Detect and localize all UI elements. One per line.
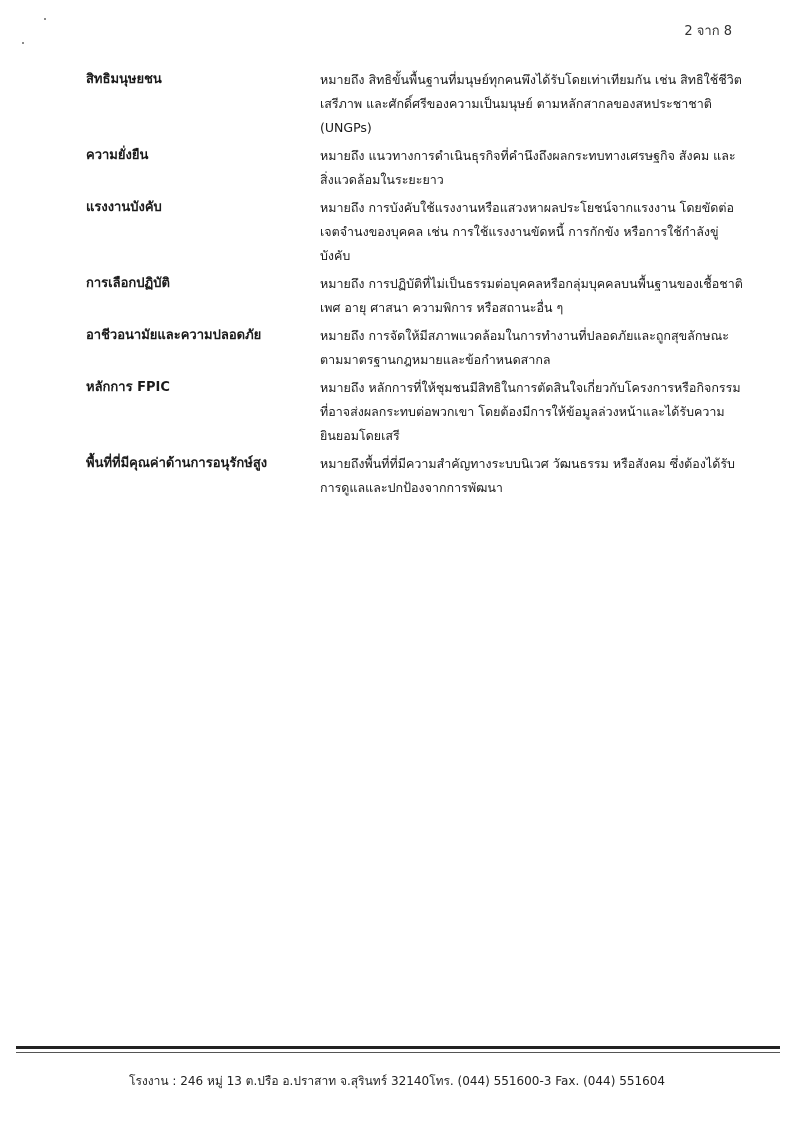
glossary-entry-sustainability [86, 144, 746, 192]
glossary-definition: หมายถึงพื้นที่ที่มีความสำคัญทางระบบนิเวศ วัฒนธรรม หรือสังคม ซึ่งต้องได้รับการดูแลและปกป้องจากการพัฒนา [320, 456, 735, 495]
glossary-entry-discrimination [86, 272, 746, 320]
glossary-entry-human-rights [86, 68, 746, 140]
glossary-definition: หมายถึง แนวทางการดำเนินธุรกิจที่คำนึงถึงผลกระทบทางเศรษฐกิจ สังคม และสิ่งแวดล้อมในระยะยาว [320, 148, 736, 187]
glossary-term: แรงงานบังคับ [86, 200, 162, 215]
scan-speck [22, 42, 24, 44]
footer-divider-thin [16, 1052, 780, 1053]
glossary-definition: หมายถึง การปฏิบัติที่ไม่เป็นธรรมต่อบุคคลหรือกลุ่มบุคคลบนพื้นฐานของเชื้อชาติ เพศ อายุ ศาสนา ความพิการ หรือสถานะอื่น ๆ [320, 276, 743, 315]
glossary-term: พื้นที่ที่มีคุณค่าด้านการอนุรักษ์สูง [86, 456, 268, 471]
glossary-entry-fpic [86, 376, 746, 448]
glossary-entry-high-conservation-value [86, 452, 746, 500]
glossary-definition: หมายถึง สิทธิขั้นพื้นฐานที่มนุษย์ทุกคนพึงได้รับโดยเท่าเทียมกัน เช่น สิทธิใช้ชีวิต เสรีภาพ และศักดิ์ศรีของความเป็นมนุษย์ ตามหลักสากลของสหประชาชาติ (UNGPs) [320, 72, 742, 135]
glossary-term: หลักการ FPIC [86, 380, 170, 395]
footer-divider-thick [16, 1046, 780, 1049]
glossary-definition: หมายถึง การบังคับใช้แรงงานหรือแสวงหาผลประโยชน์จากแรงงาน โดยขัดต่อเจตจำนงของบุคคล เช่น การใช้แรงงานขัดหนี้ การกักขัง หรือการใช้กำลังขู่บังคับ [320, 200, 735, 263]
glossary-term: การเลือกปฏิบัติ [86, 276, 170, 291]
scan-speck [44, 18, 46, 20]
glossary-definition: หมายถึง การจัดให้มีสภาพแวดล้อมในการทำงานที่ปลอดภัยและถูกสุขลักษณะตามมาตรฐานกฎหมายและข้อกำหนดสากล [320, 328, 729, 367]
glossary [86, 68, 746, 504]
glossary-term: ความยั่งยืน [86, 148, 149, 163]
page-number: 2 จาก 8 [684, 24, 732, 39]
footer-address: โรงงาน : 246 หมู่ 13 ต.ปรือ อ.ปราสาท จ.สุรินทร์ 32140โทร. (044) 551600-3 Fax. (044) 551604 [129, 1074, 665, 1088]
glossary-definition: หมายถึง หลักการที่ให้ชุมชนมีสิทธิในการตัดสินใจเกี่ยวกับโครงการหรือกิจกรรมที่อาจส่งผลกระทบต่อพวกเขา โดยต้องมีการให้ข้อมูลล่วงหน้าและได้รับความยินยอมโดยเสรี [320, 380, 741, 443]
glossary-entry-forced-labour [86, 196, 746, 268]
glossary-term: อาชีวอนามัยและความปลอดภัย [86, 328, 262, 343]
glossary-term: สิทธิมนุษยชน [86, 72, 162, 87]
glossary-entry-occupational-safety [86, 324, 746, 372]
